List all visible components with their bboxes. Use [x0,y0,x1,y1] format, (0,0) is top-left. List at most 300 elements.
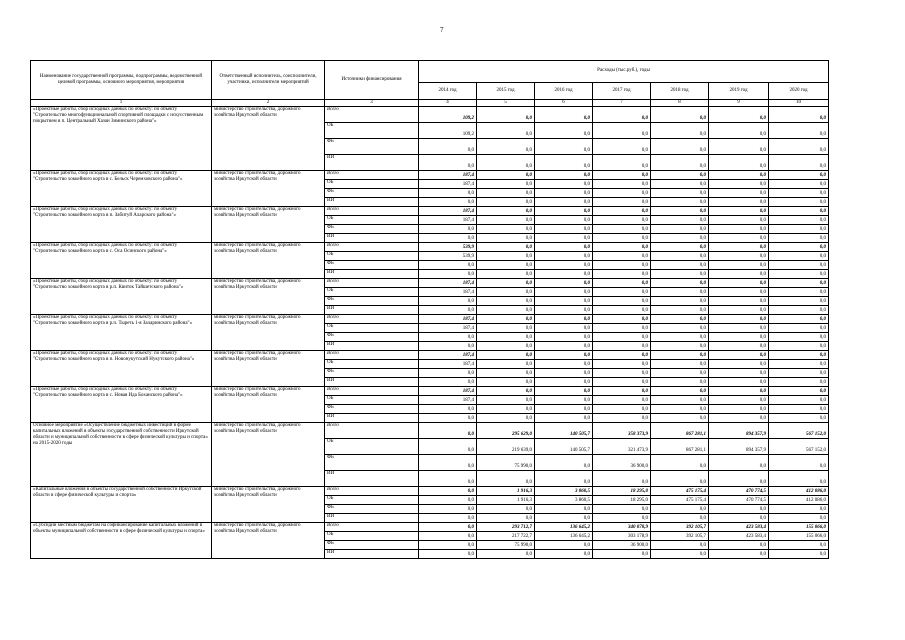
funding-source: ИИ [325,414,419,423]
expense-value: 0,0 [769,216,829,225]
measure-name: «Капитальные вложения в объекты государственной собственности Иркутской области в сфере физической культуры и спорта» [31,487,212,523]
expense-value: 0,0 [709,107,769,123]
expense-value: 0,0 [535,107,593,123]
funding-source: ОБ [325,396,419,405]
expense-value: 0,0 [535,171,593,180]
expense-value: 0,0 [535,550,593,559]
expense-value: 470 774,5 [709,487,769,496]
expense-value: 0,0 [651,155,709,171]
expense-value: 295 629,0 [477,423,535,439]
expense-value: 0,0 [535,297,593,306]
expense-value: 0,0 [419,496,477,505]
header-year: 2017 год [593,83,651,100]
table-row [31,351,829,360]
expense-value: 0,0 [593,351,651,360]
executor: министерство строительства, дорожного хозяйства Иркутской области [212,523,325,559]
expense-value: 0,0 [593,279,651,288]
funding-source: ИИ [325,378,419,387]
expense-value: 187,4 [419,396,477,405]
header-executor: Ответственный исполнитель, соисполнители, участники, исполнители мероприятий [212,61,325,100]
expense-value: 0,0 [651,279,709,288]
expense-value: 75 990,0 [477,541,535,550]
expense-value: 0,0 [769,171,829,180]
expense-value: 0,0 [593,396,651,405]
expense-value: 0,0 [651,171,709,180]
measure-name: «Проектные работы, сбор исходных данных по объекту: по объекту "Строительство многофункциональной спортивной площадки с искусственным покрытием в п. Центральный Хазан Зиминского района"» [31,107,212,171]
expense-value: 18 295,0 [593,487,651,496]
funding-source: ФБ [325,369,419,378]
table-row [31,423,829,439]
expense-value: 0,0 [651,342,709,351]
executor: министерство строительства, дорожного хозяйства Иркутской области [212,243,325,279]
expense-value: 0,0 [651,414,709,423]
funding-source: Всего [325,423,419,439]
expense-value: 36 900,0 [593,541,651,550]
column-number: 3 [325,100,419,107]
expense-value: 894 357,9 [709,423,769,439]
expense-value: 0,0 [593,324,651,333]
expense-value: 109,2 [419,123,477,139]
expense-value: 0,0 [593,243,651,252]
expense-value: 0,0 [709,455,769,471]
funding-source: ФБ [325,225,419,234]
expense-value: 0,0 [419,487,477,496]
executor: министерство строительства, дорожного хозяйства Иркутской области [212,351,325,387]
expense-value: 470 774,5 [709,496,769,505]
funding-source: ОБ [325,439,419,455]
expense-value: 392 105,7 [651,523,709,532]
expense-value: 0,0 [593,315,651,324]
expense-value: 140 505,7 [535,439,593,455]
expense-value: 187,4 [419,324,477,333]
expense-value: 392 105,7 [651,532,709,541]
expense-value: 0,0 [477,342,535,351]
expense-value: 0,0 [477,550,535,559]
column-number: 7 [593,100,651,107]
expense-value: 0,0 [477,505,535,514]
expense-value: 0,0 [769,180,829,189]
expense-value: 0,0 [477,333,535,342]
expense-value: 0,0 [709,216,769,225]
expense-value: 0,0 [769,189,829,198]
expense-value: 0,0 [535,189,593,198]
expense-value: 0,0 [651,207,709,216]
expense-value: 0,0 [535,396,593,405]
expense-value: 0,0 [651,514,709,523]
expense-value: 0,0 [593,297,651,306]
column-number: 5 [477,100,535,107]
funding-source: Всего [325,279,419,288]
header-expenses: Расходы (тыс.руб.), годы [419,61,829,83]
expense-value: 0,0 [709,297,769,306]
column-number: 2 [212,100,325,107]
expense-value: 140 505,7 [535,423,593,439]
expense-value: 0,0 [477,216,535,225]
expense-value: 0,0 [535,155,593,171]
expense-value: 340 078,9 [593,523,651,532]
expense-value: 0,0 [593,261,651,270]
executor: министерство строительства, дорожного хозяйства Иркутской области [212,387,325,423]
expense-value: 75 990,0 [477,455,535,471]
executor: министерство строительства, дорожного хозяйства Иркутской области [212,423,325,487]
expense-value: 0,0 [651,471,709,487]
expense-value: 187,4 [419,279,477,288]
executor: министерство строительства, дорожного хозяйства Иркутской области [212,487,325,523]
expense-value: 0,0 [651,378,709,387]
expense-value: 475 175,4 [651,487,709,496]
expense-value: 0,0 [477,270,535,279]
expense-value: 567 152,0 [769,439,829,455]
expense-value: 0,0 [709,155,769,171]
expense-value: 187,4 [419,360,477,369]
expense-value: 0,0 [535,139,593,155]
expense-value: 0,0 [769,396,829,405]
expense-value: 187,4 [419,351,477,360]
expense-value: 0,0 [535,351,593,360]
expense-value: 0,0 [593,180,651,189]
expense-value: 155 066,0 [769,532,829,541]
expense-value: 0,0 [709,471,769,487]
expense-value: 0,0 [651,180,709,189]
expense-value: 0,0 [593,189,651,198]
expense-value: 18 295,0 [593,496,651,505]
expense-value: 0,0 [419,532,477,541]
expense-value: 0,0 [769,471,829,487]
expense-value: 0,0 [769,378,829,387]
expense-value: 0,0 [593,369,651,378]
expense-value: 0,0 [535,207,593,216]
expense-value: 0,0 [593,288,651,297]
expense-value: 0,0 [477,171,535,180]
expense-value: 0,0 [709,342,769,351]
funding-source: ФБ [325,405,419,414]
expense-value: 0,0 [593,514,651,523]
header-year: 2014 год [419,83,477,100]
expense-value: 0,0 [769,139,829,155]
expense-value: 0,0 [593,123,651,139]
expense-value: 0,0 [477,405,535,414]
executor: министерство строительства, дорожного хозяйства Иркутской области [212,171,325,207]
expense-value: 187,4 [419,387,477,396]
expense-value: 0,0 [535,387,593,396]
expense-value: 0,0 [477,207,535,216]
expense-value: 0,0 [477,471,535,487]
expense-value: 0,0 [419,414,477,423]
funding-source: Всего [325,107,419,123]
expense-value: 0,0 [651,297,709,306]
expense-value: 0,0 [419,297,477,306]
expense-value: 0,0 [769,270,829,279]
funding-source: ОБ [325,252,419,261]
expense-value: 0,0 [593,234,651,243]
funding-source: ИИ [325,198,419,207]
header-year: 2020 год [769,83,829,100]
expense-value: 0,0 [769,155,829,171]
expense-value: 0,0 [477,252,535,261]
expense-value: 0,0 [593,360,651,369]
expense-value: 0,0 [593,270,651,279]
expense-value: 0,0 [477,180,535,189]
table-header [31,61,829,107]
funding-source: ОБ [325,532,419,541]
expense-value: 0,0 [477,243,535,252]
expense-value: 0,0 [477,139,535,155]
expense-value: 0,0 [535,324,593,333]
expense-value: 0,0 [535,369,593,378]
expense-value: 412 086,0 [769,487,829,496]
expense-value: 0,0 [535,471,593,487]
expense-value: 0,0 [535,261,593,270]
funding-source: ОБ [325,496,419,505]
expense-value: 0,0 [477,414,535,423]
table-row [31,279,829,288]
expense-value: 136 645,2 [535,523,593,532]
expense-value: 0,0 [477,189,535,198]
measure-name: «Субсидии местным бюджетам на софинансирование капитальных вложений в объекты муниципальной собственности в сфере физической культуры и спорта» [31,523,212,559]
expense-value: 0,0 [535,180,593,189]
expense-value: 0,0 [535,333,593,342]
expense-value: 0,0 [651,333,709,342]
expense-value: 0,0 [593,378,651,387]
expense-value: 0,0 [709,123,769,139]
expense-value: 0,0 [593,405,651,414]
expense-value: 3 860,5 [535,487,593,496]
expense-value: 0,0 [651,550,709,559]
measure-name: «Проектные работы, сбор исходных данных по объекту: по объекту "Строительство хоккейного корта в п. Новонукутский Нукутского района"» [31,351,212,387]
expense-value: 0,0 [651,225,709,234]
expense-value: 0,0 [709,234,769,243]
expense-value: 0,0 [419,541,477,550]
expense-value: 155 066,0 [769,523,829,532]
expense-value: 0,0 [477,306,535,315]
funding-source: Всего [325,315,419,324]
expense-value: 0,0 [593,471,651,487]
funding-source: ИИ [325,342,419,351]
expense-value: 0,0 [419,523,477,532]
expense-value: 0,0 [419,139,477,155]
expense-value: 0,0 [535,123,593,139]
funding-source: ОБ [325,216,419,225]
expense-value: 0,0 [535,455,593,471]
expense-value: 539,9 [419,252,477,261]
expense-value: 0,0 [709,225,769,234]
expense-value: 0,0 [709,541,769,550]
expense-value: 0,0 [769,306,829,315]
expense-value: 0,0 [769,333,829,342]
expense-value: 0,0 [535,243,593,252]
expense-value: 0,0 [769,315,829,324]
expense-value: 0,0 [477,324,535,333]
expense-value: 0,0 [593,155,651,171]
expense-value: 894 357,9 [709,439,769,455]
table-row [31,107,829,123]
header-source: Источники финансирования [325,61,419,100]
expense-value: 0,0 [769,541,829,550]
expense-value: 187,4 [419,288,477,297]
expense-value: 0,0 [593,198,651,207]
funding-source: ОБ [325,288,419,297]
expense-value: 0,0 [593,139,651,155]
expense-value: 0,0 [535,342,593,351]
funding-source: ФБ [325,261,419,270]
expense-value: 0,0 [651,123,709,139]
expense-value: 0,0 [651,243,709,252]
expense-value: 0,0 [419,261,477,270]
expense-value: 0,0 [419,455,477,471]
expense-value: 0,0 [535,414,593,423]
table-body [31,107,829,559]
expense-value: 0,0 [419,306,477,315]
expense-value: 187,4 [419,180,477,189]
expense-value: 293 712,7 [477,523,535,532]
expense-value: 0,0 [769,123,829,139]
expense-value: 0,0 [651,360,709,369]
expense-value: 0,0 [593,252,651,261]
expense-value: 321 473,9 [593,439,651,455]
expense-value: 0,0 [709,243,769,252]
expense-value: 0,0 [651,369,709,378]
expense-value: 0,0 [593,207,651,216]
table-row [31,387,829,396]
funding-source: ОБ [325,360,419,369]
expense-value: 0,0 [769,207,829,216]
expense-value: 1 916,3 [477,496,535,505]
expense-value: 0,0 [651,189,709,198]
expense-value: 0,0 [651,107,709,123]
expense-value: 0,0 [477,123,535,139]
expense-value: 0,0 [535,315,593,324]
expense-value: 0,0 [769,107,829,123]
expense-value: 0,0 [769,405,829,414]
expense-value: 475 175,4 [651,496,709,505]
expense-value: 0,0 [709,315,769,324]
funding-source: ИИ [325,514,419,523]
funding-source: ИИ [325,234,419,243]
expense-value: 217 722,7 [477,532,535,541]
funding-source: ФБ [325,189,419,198]
expense-value: 0,0 [709,360,769,369]
expense-value: 0,0 [769,261,829,270]
expense-value: 0,0 [535,279,593,288]
expense-value: 0,0 [709,261,769,270]
executor: министерство строительства, дорожного хозяйства Иркутской области [212,315,325,351]
expense-value: 0,0 [769,505,829,514]
expense-value: 0,0 [419,342,477,351]
expense-value: 0,0 [709,333,769,342]
expense-value: 303 178,9 [593,532,651,541]
expense-value: 0,0 [709,514,769,523]
expense-value: 0,0 [769,414,829,423]
expense-value: 0,0 [477,261,535,270]
table-row [31,487,829,496]
column-number: 9 [709,100,769,107]
expense-value: 0,0 [651,216,709,225]
page-number: 7 [440,26,444,34]
expense-value: 0,0 [477,369,535,378]
funding-source: Всего [325,243,419,252]
expense-value: 0,0 [709,396,769,405]
expense-value: 0,0 [593,225,651,234]
expense-value: 0,0 [709,351,769,360]
expense-value: 412 086,0 [769,496,829,505]
expense-value: 423 583,4 [709,523,769,532]
funding-source: ФБ [325,297,419,306]
expense-value: 0,0 [709,270,769,279]
funding-source: ОБ [325,123,419,139]
expense-value: 0,0 [709,405,769,414]
expense-value: 0,0 [709,324,769,333]
measure-name: Основное мероприятие «Осуществление бюджетных инвестиций в форме капитальных вложений в объекты государственной собственности Иркутской области и муниципальной собственности в сфере физической культуры и спорта» на 2015-2020 годы [31,423,212,487]
column-number: 6 [535,100,593,107]
expense-value: 0,0 [651,541,709,550]
table-row [31,315,829,324]
expense-value: 0,0 [477,351,535,360]
expense-value: 0,0 [651,261,709,270]
expense-value: 0,0 [535,378,593,387]
expense-value: 0,0 [769,243,829,252]
expense-value: 0,0 [769,360,829,369]
expense-value: 0,0 [477,279,535,288]
funding-source: ФБ [325,505,419,514]
funding-source: Всего [325,351,419,360]
expense-value: 0,0 [651,455,709,471]
expense-value: 0,0 [709,550,769,559]
expense-value: 0,0 [593,342,651,351]
expense-value: 0,0 [535,198,593,207]
expense-value: 0,0 [419,471,477,487]
funding-source: Всего [325,523,419,532]
expense-value: 0,0 [769,514,829,523]
expense-value: 36 900,0 [593,455,651,471]
expense-value: 0,0 [651,288,709,297]
expense-value: 358 373,9 [593,423,651,439]
funding-source: ИИ [325,306,419,315]
expense-value: 0,0 [709,378,769,387]
expense-value: 0,0 [477,387,535,396]
table-row [31,171,829,180]
expense-value: 136 645,2 [535,532,593,541]
expense-value: 0,0 [535,288,593,297]
funding-source: ИИ [325,270,419,279]
expense-value: 867 281,1 [651,439,709,455]
table-row [31,523,829,532]
funding-source: ФБ [325,333,419,342]
expense-value: 0,0 [709,198,769,207]
expense-value: 0,0 [769,369,829,378]
executor: министерство строительства, дорожного хозяйства Иркутской области [212,107,325,171]
expense-value: 0,0 [709,189,769,198]
expense-value: 0,0 [593,216,651,225]
expense-value: 0,0 [709,139,769,155]
expense-value: 0,0 [651,234,709,243]
budget-table [30,60,829,559]
funding-source: ИИ [325,471,419,487]
measure-name: «Проектные работы, сбор исходных данных по объекту: по объекту "Строительство хоккейного корта в р.п. Тыреть 1-я Заларинского района"» [31,315,212,351]
expense-value: 0,0 [769,288,829,297]
table-row [31,207,829,216]
column-number: 1 [31,100,212,107]
expense-value: 0,0 [709,171,769,180]
measure-name: «Проектные работы, сбор исходных данных по объекту: по объекту "Строительство хоккейного корта в с. Оса Осинского района"» [31,243,212,279]
expense-value: 0,0 [769,234,829,243]
expense-value: 0,0 [709,505,769,514]
expense-value: 0,0 [651,396,709,405]
expense-value: 0,0 [709,288,769,297]
expense-value: 0,0 [535,252,593,261]
column-numbers-row [31,100,829,107]
expense-value: 0,0 [651,324,709,333]
expense-value: 0,0 [535,514,593,523]
